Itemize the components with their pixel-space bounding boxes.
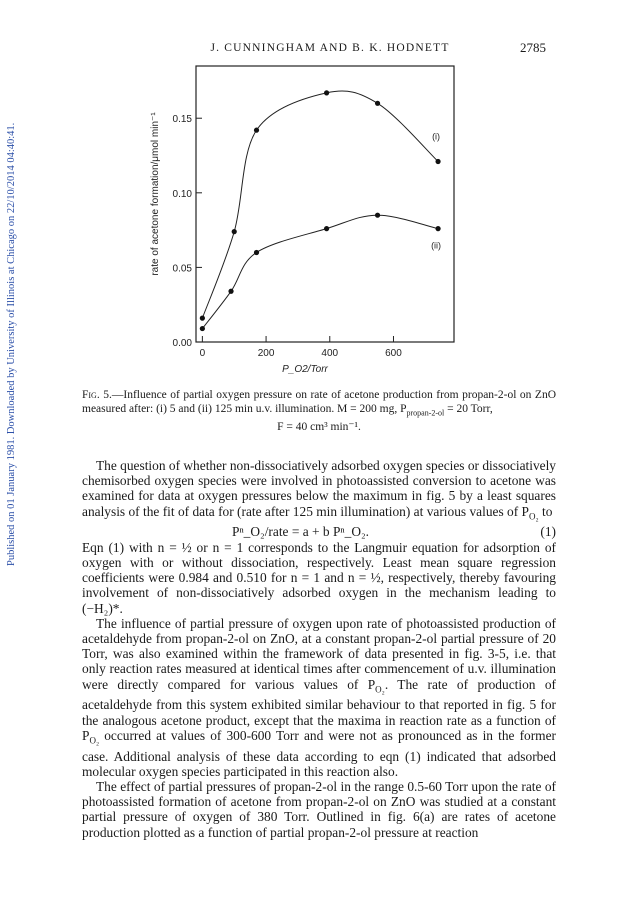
y-tick-label: 0.15	[172, 114, 192, 126]
download-watermark: Published on 01 January 1981. Downloaded by University of Illinois at Chicago on 22/10/2014 04:40:41.	[6, 122, 17, 566]
page-number: 2785	[520, 40, 546, 55]
o2-subscript: O₂	[375, 684, 385, 695]
equation-number: (1)	[540, 524, 556, 540]
series-1-curve	[202, 91, 441, 318]
series-2-point	[228, 289, 233, 294]
equation-body: Pⁿ_O₂/rate = a + b Pⁿ_O₂.	[232, 524, 370, 540]
paragraph-1-text: The question of whether non-dissociatively adsorbed oxygen species or dissociatively chemisorbed oxygen species were involved in photoassisted conversion to acetone was examined for data at oxygen pressures below the maximum in fig. 5 by a least squares analysis of the fit of data for (rate after 125 min illumination) at various values of P	[82, 458, 557, 519]
series-2-point	[375, 213, 380, 218]
paragraph-1	[82, 458, 556, 524]
caption-fig-label: Fig. 5.	[82, 389, 112, 401]
paragraph-3	[82, 616, 556, 779]
o2-subscript: O₂	[89, 735, 100, 746]
series-1-point	[435, 159, 440, 164]
series-1-label: (i)	[432, 131, 441, 142]
series-1-point	[324, 90, 329, 95]
caption-flow-rate: F = 40 cm³ min⁻¹.	[277, 421, 361, 434]
series-2-curve	[202, 215, 438, 328]
y-axis-label: rate of acetone formation/μmol min⁻¹	[150, 112, 161, 276]
paragraph-4: The effect of partial pressures of propan-2-ol in the range 0.5-60 Torr upon the rate of photoassisted formation of acetone from propan-2-ol on ZnO was studied at a constant partial pressure of oxygen of 380 Torr. Outlined in fig. 6(a) are rates of acetone production plotted as a function of partial propan-2-ol pressure at reaction	[82, 779, 556, 840]
y-tick-label: 0.10	[172, 188, 192, 200]
series-1-point	[375, 101, 380, 106]
running-header-authors: J. CUNNINGHAM AND B. K. HODNETT	[210, 42, 450, 54]
series-2-point	[435, 226, 440, 231]
series-2-label: (ii)	[431, 240, 442, 251]
series-1-point	[200, 316, 205, 321]
paragraph-3-text-c: occurred at values of 300-600 Torr and were not as pronounced as in the former case. Additional analysis of these data according to eqn (1) indicated that adsorbed molecular oxygen species participated in this reaction also.	[82, 727, 556, 779]
series-2-point	[200, 326, 205, 331]
series-1-point	[254, 128, 259, 133]
plot-frame	[196, 66, 454, 342]
series-2-point	[254, 250, 259, 255]
x-tick-label: 400	[321, 348, 339, 359]
caption-propanol-subscript: propan-2-ol	[406, 408, 445, 418]
equation-1	[82, 524, 556, 539]
paragraph-3-text-b: . The rate of production of acetaldehyde from this system exhibited similar behaviour to that reported in fig. 5 for the analogous acetone product, except that the maxima in reaction rate as a function of P	[82, 676, 556, 743]
figure-5-chart	[140, 60, 470, 390]
x-tick-label: 0	[199, 348, 206, 359]
series-2-point	[324, 226, 329, 231]
x-axis-label: P_O2/Torr	[282, 364, 328, 375]
y-tick-label: 0.05	[172, 263, 192, 275]
caption-text: —Influence of partial oxygen pressure on rate of acetone production from propan-2-ol on ZnO measured after: (i) 5 and (ii) 125 min u.v. illumination. M = 200 mg, P	[82, 389, 557, 415]
paragraph-2: Eqn (1) with n = ½ or n = 1 corresponds to the Langmuir equation for adsorption of oxygen with or without dissociation, respectively. Least mean square regression coefficients were 0.984 and 0.510 for n = 1 and n = ½, respectively, thereby favouring involvement of non-dissociatively adsorbed oxygen in the mechanism leading to (−H₂)*.	[82, 539, 556, 616]
x-tick-label: 600	[385, 348, 402, 359]
series-1-point	[232, 229, 237, 234]
o2-subscript: O₂	[528, 511, 539, 522]
figure-caption	[82, 388, 556, 434]
x-tick-label: 200	[257, 348, 275, 359]
y-tick-label: 0.00	[172, 338, 192, 349]
paragraph-1-to: to	[538, 503, 553, 519]
caption-text-end: = 20 Torr,	[444, 403, 493, 415]
paragraph-3-text-a: The influence of partial pressure of oxygen upon rate of photoassisted production of acetaldehyde from propan-2-ol on ZnO, at a constant propan-2-ol partial pressure of 20 Torr, was also examined within the framework of data presented in fig. 3-5, i.e. that only reaction rates measured at identical times after commencement of u.v. illumination were directly compared for various values of P	[82, 615, 556, 692]
body-text	[82, 458, 556, 840]
